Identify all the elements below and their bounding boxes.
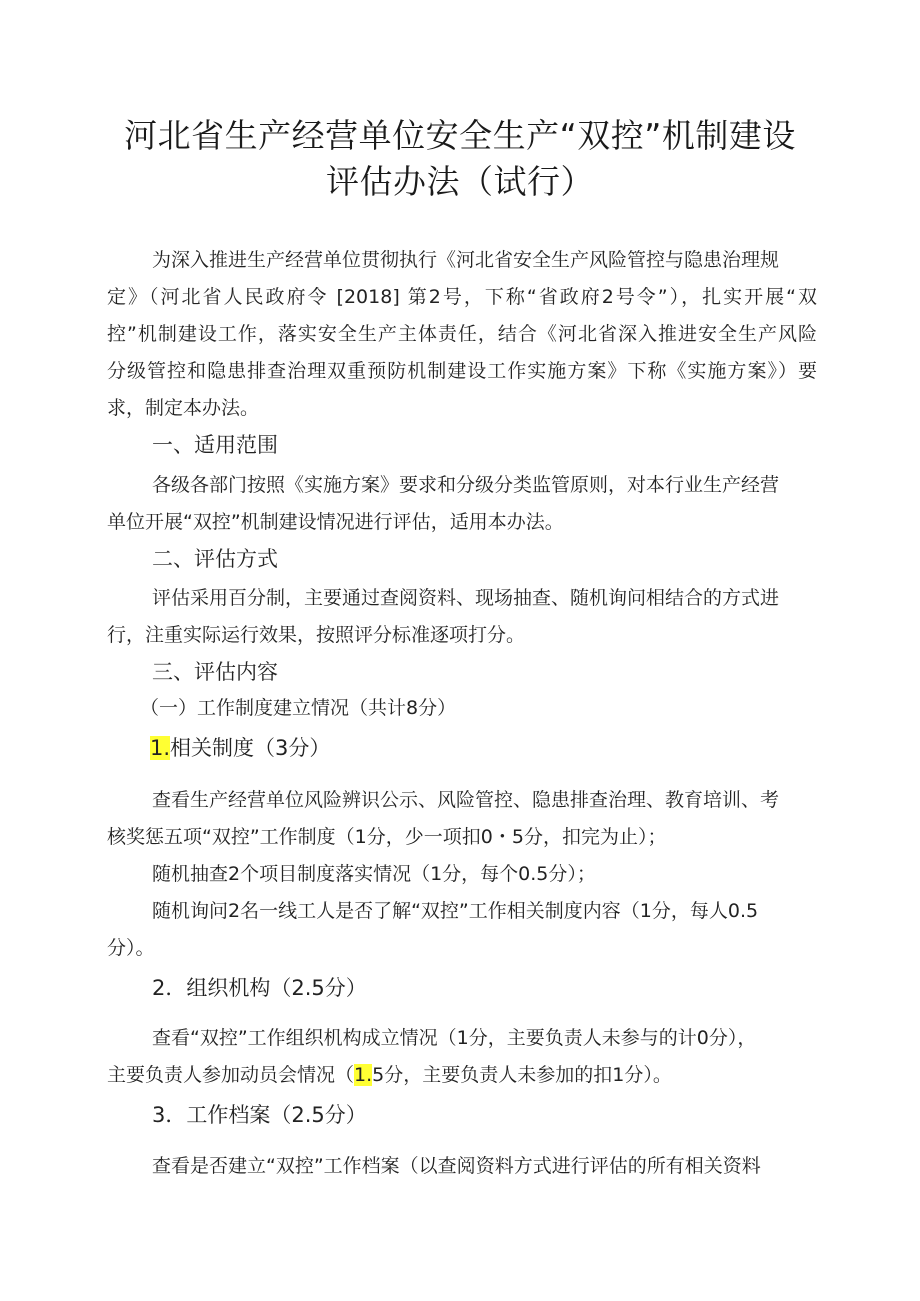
section1-line-2: 单位开展“双控”机制建设情况进行评估，适用本办法。 bbox=[107, 511, 564, 533]
item3-heading: 3．工作档案（2.5分） bbox=[152, 1103, 367, 1127]
document-title-line1: 河北省生产经营单位安全生产“双控”机制建设 bbox=[124, 116, 796, 155]
section3-subheading-1: （一）工作制度建立情况（共计8分） bbox=[140, 697, 457, 719]
section1-line-1: 各级各部门按照《实施方案》要求和分级分类监管原则，对本行业生产经营 bbox=[152, 474, 780, 496]
item1-line-4: 随机询问2名一线工人是否了解“双控”工作相关制度内容（1分，每人0.5 bbox=[152, 900, 759, 922]
document-title-line2: 评估办法（试行） bbox=[326, 162, 594, 201]
item2-line-2-pre: 主要负责人参加动员会情况（ bbox=[107, 1064, 355, 1086]
intro-line-4: 分级管控和隐患排查治理双重预防机制建设工作实施方案》下称《实施方案》）要 bbox=[107, 360, 817, 382]
item2-heading: 2．组织机构（2.5分） bbox=[152, 976, 367, 1000]
item1-line-1: 查看生产经营单位风险辨识公示、风险管控、隐患排查治理、教育培训、考 bbox=[152, 789, 780, 811]
item2-line-2 bbox=[107, 1061, 672, 1089]
intro-line-2: 定》（河北省人民政府令 [2018] 第2号，下称“省政府2号令”），扎实开展“双 bbox=[107, 286, 817, 308]
section2-line-1: 评估采用百分制，主要通过查阅资料、现场抽查、随机询问相结合的方式进 bbox=[152, 587, 780, 609]
intro-line-3: 控”机制建设工作，落实安全生产主体责任，结合《河北省深入推进安全生产风险 bbox=[107, 323, 817, 345]
item1-line-3: 随机抽查2个项目制度落实情况（1分，每个0.5分）； bbox=[152, 863, 596, 885]
item2-line-2-post: 5分，主要负责人未参加的扣1分）。 bbox=[372, 1064, 672, 1086]
item3-line-1: 查看是否建立“双控”工作档案（以查阅资料方式进行评估的所有相关资料 bbox=[152, 1155, 761, 1177]
item1-number: 1. bbox=[150, 736, 171, 760]
item2-highlight: 1. bbox=[354, 1064, 373, 1086]
section2-line-2: 行，注重实际运行效果，按照评分标准逐项打分。 bbox=[107, 624, 526, 646]
item1-line-5: 分）。 bbox=[107, 937, 155, 959]
intro-line-5: 求，制定本办法。 bbox=[107, 397, 260, 419]
item1-label: 相关制度（3分） bbox=[170, 736, 331, 760]
section1-heading: 一、适用范围 bbox=[152, 433, 278, 457]
intro-line-1: 为深入推进生产经营单位贯彻执行《河北省安全生产风险管控与隐患治理规 bbox=[152, 249, 780, 271]
item1-line-2: 核奖惩五项“双控”工作制度（1分，少一项扣0・5分，扣完为止）； bbox=[107, 826, 667, 848]
item2-line-1: 查看“双控”工作组织机构成立情况（1分，主要负责人未参与的计0分）， bbox=[152, 1027, 757, 1049]
section3-heading: 三、评估内容 bbox=[152, 660, 278, 684]
section2-heading: 二、评估方式 bbox=[152, 547, 278, 571]
item1-heading bbox=[150, 734, 330, 762]
